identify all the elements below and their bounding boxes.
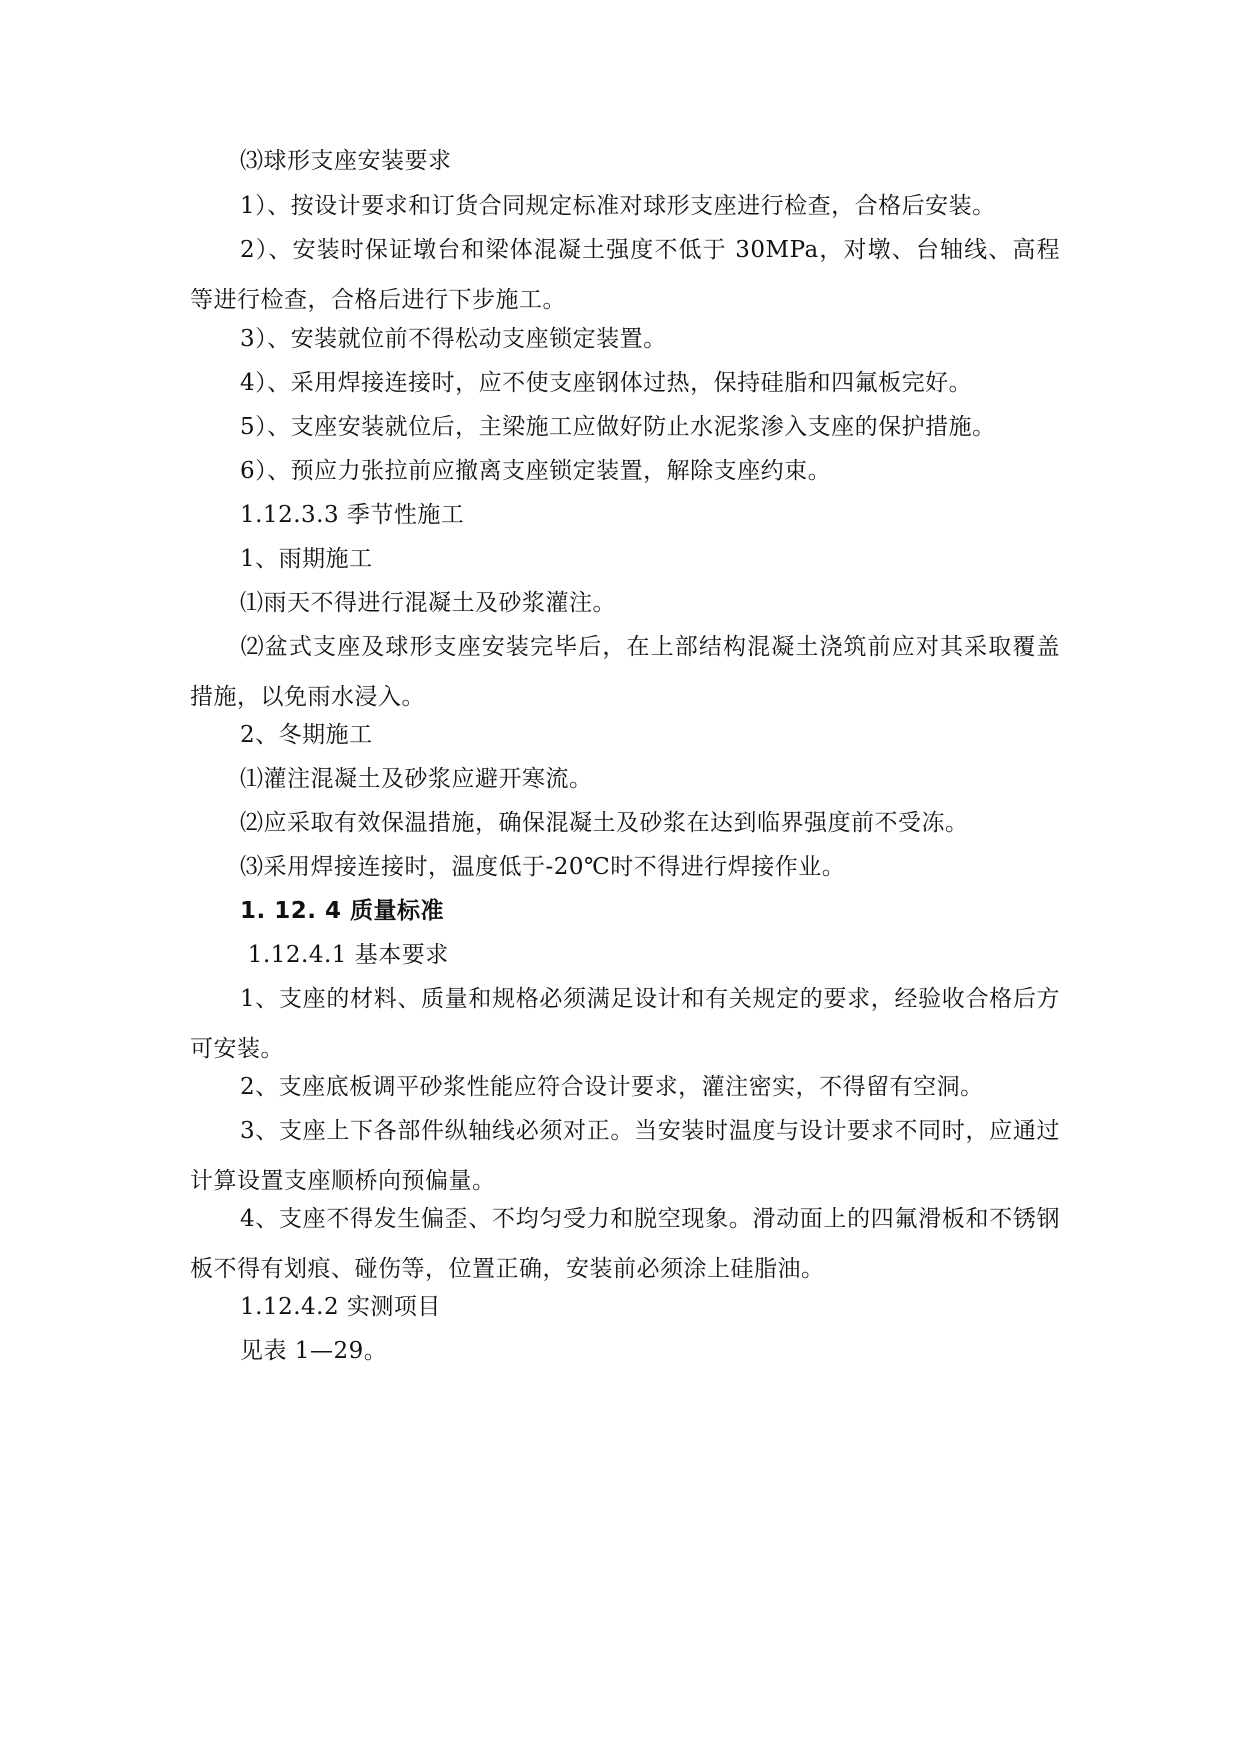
paragraph-winter-3: ⑶采用焊接连接时，温度低于-20℃时不得进行焊接作业。 (240, 854, 846, 880)
paragraph-rain-1: ⑴雨天不得进行混凝土及砂浆灌注。 (240, 590, 616, 616)
paragraph-table-reference: 见表 1—29。 (240, 1338, 388, 1364)
paragraph-rain-2: ⑵盆式支座及球形支座安装完毕后，在上部结构混凝土浇筑前应对其采取覆盖措施，以免雨水浸入。 (190, 634, 1060, 710)
paragraph-winter-2: ⑵应采取有效保温措施，确保混凝土及砂浆在达到临界强度前不受冻。 (240, 810, 969, 836)
section-heading-seasonal: 1.12.3.3 季节性施工 (240, 502, 465, 528)
subheading-rainy-season: 1、雨期施工 (240, 546, 373, 572)
paragraph-requirement-1: 1、支座的材料、质量和规格必须满足设计和有关规定的要求，经验收合格后方可安装。 (190, 986, 1060, 1062)
paragraph-item-1: 1）、按设计要求和订货合同规定标准对球形支座进行检查，合格后安装。 (240, 193, 996, 219)
paragraph-spherical-bearing-heading: ⑶球形支座安装要求 (240, 148, 452, 174)
subheading-winter-season: 2、冬期施工 (240, 722, 373, 748)
paragraph-item-3: 3）、安装就位前不得松动支座锁定装置。 (240, 326, 667, 352)
paragraph-item-2: 2）、安装时保证墩台和梁体混凝土强度不低于 30MPa，对墩、台轴线、高程等进行检查，合格后进行下步施工。 (190, 237, 1060, 313)
paragraph-requirement-4: 4、支座不得发生偏歪、不均匀受力和脱空现象。滑动面上的四氟滑板和不锈钢板不得有划痕、碰伤等，位置正确，安装前必须涂上硅脂油。 (190, 1206, 1060, 1282)
paragraph-item-4: 4）、采用焊接连接时，应不使支座钢体过热，保持硅脂和四氟板完好。 (240, 370, 973, 396)
subsection-heading-basic-requirements: 1.12.4.1 基本要求 (240, 942, 449, 968)
subsection-heading-measured-items: 1.12.4.2 实测项目 (240, 1294, 441, 1320)
paragraph-requirement-2: 2、支座底板调平砂浆性能应符合设计要求，灌注密实，不得留有空洞。 (240, 1074, 984, 1100)
paragraph-requirement-3: 3、支座上下各部件纵轴线必须对正。当安装时温度与设计要求不同时，应通过计算设置支座顺桥向预偏量。 (190, 1118, 1060, 1194)
paragraph-item-6: 6）、预应力张拉前应撤离支座锁定装置，解除支座约束。 (240, 458, 832, 484)
paragraph-winter-1: ⑴灌注混凝土及砂浆应避开寒流。 (240, 766, 593, 792)
paragraph-item-5: 5）、支座安装就位后，主梁施工应做好防止水泥浆渗入支座的保护措施。 (240, 414, 996, 440)
section-heading-quality-standard: 1. 12. 4 质量标准 (240, 898, 445, 924)
